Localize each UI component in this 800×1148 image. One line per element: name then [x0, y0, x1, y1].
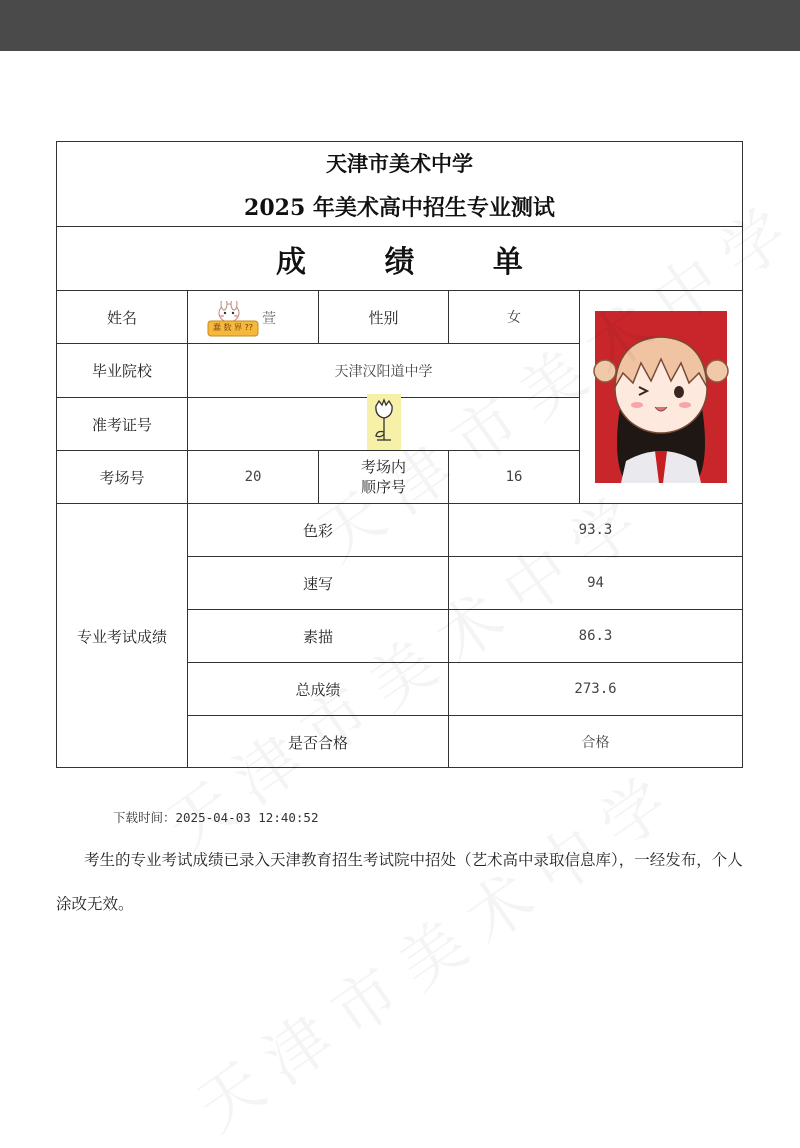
gender-value: 女	[448, 290, 579, 343]
school-title: 天津市美术中学	[326, 151, 473, 176]
subject-sketch: 速写	[187, 556, 448, 609]
seq-label-line1: 考场内	[360, 458, 406, 476]
name-sticker-text: 蠢 数 界 ??	[212, 323, 254, 332]
ticket-value	[187, 397, 579, 450]
notice-paragraph: 考生的专业考试成绩已录入天津教育招生考试院中招处（艺术高中录取信息库），一经发布，个人涂改无效。	[56, 851, 743, 913]
ticket-label: 准考证号	[57, 397, 187, 450]
notice-text	[56, 838, 756, 926]
gender-label: 性别	[318, 290, 448, 343]
name-value	[187, 290, 318, 343]
top-bar	[0, 0, 800, 51]
name-label: 姓名	[57, 290, 187, 343]
score-sheet	[56, 141, 743, 768]
seq-label-line2: 顺序号	[360, 478, 406, 496]
watermark	[176, 744, 699, 1148]
name-visible-char: 萱	[262, 311, 276, 327]
doc-title: 成 绩 单	[57, 226, 742, 290]
tulip-sticker	[367, 394, 401, 450]
score-drawing: 86.3	[448, 609, 742, 662]
score-color: 93.3	[448, 503, 742, 556]
room-label: 考场号	[57, 450, 187, 503]
school-label: 毕业院校	[57, 343, 187, 397]
subject-drawing: 素描	[187, 609, 448, 662]
scores-section-label: 专业考试成绩	[57, 503, 187, 768]
name-sticker	[206, 301, 260, 339]
room-value: 20	[187, 450, 318, 503]
subject-pass: 是否合格	[187, 715, 448, 768]
score-sketch: 94	[448, 556, 742, 609]
score-total: 273.6	[448, 662, 742, 715]
download-time: 下载时间：2025-04-03 12:40:52	[113, 810, 319, 825]
subject-color: 色彩	[187, 503, 448, 556]
school-value: 天津汉阳道中学	[187, 343, 579, 397]
subject-total: 总成绩	[187, 662, 448, 715]
student-photo	[595, 311, 727, 483]
seq-value: 16	[448, 450, 579, 503]
exam-title: 2025 年美术高中招生专业测试	[244, 194, 555, 221]
photo-cell	[579, 290, 742, 503]
seq-label	[318, 450, 448, 503]
score-pass: 合格	[448, 715, 742, 768]
